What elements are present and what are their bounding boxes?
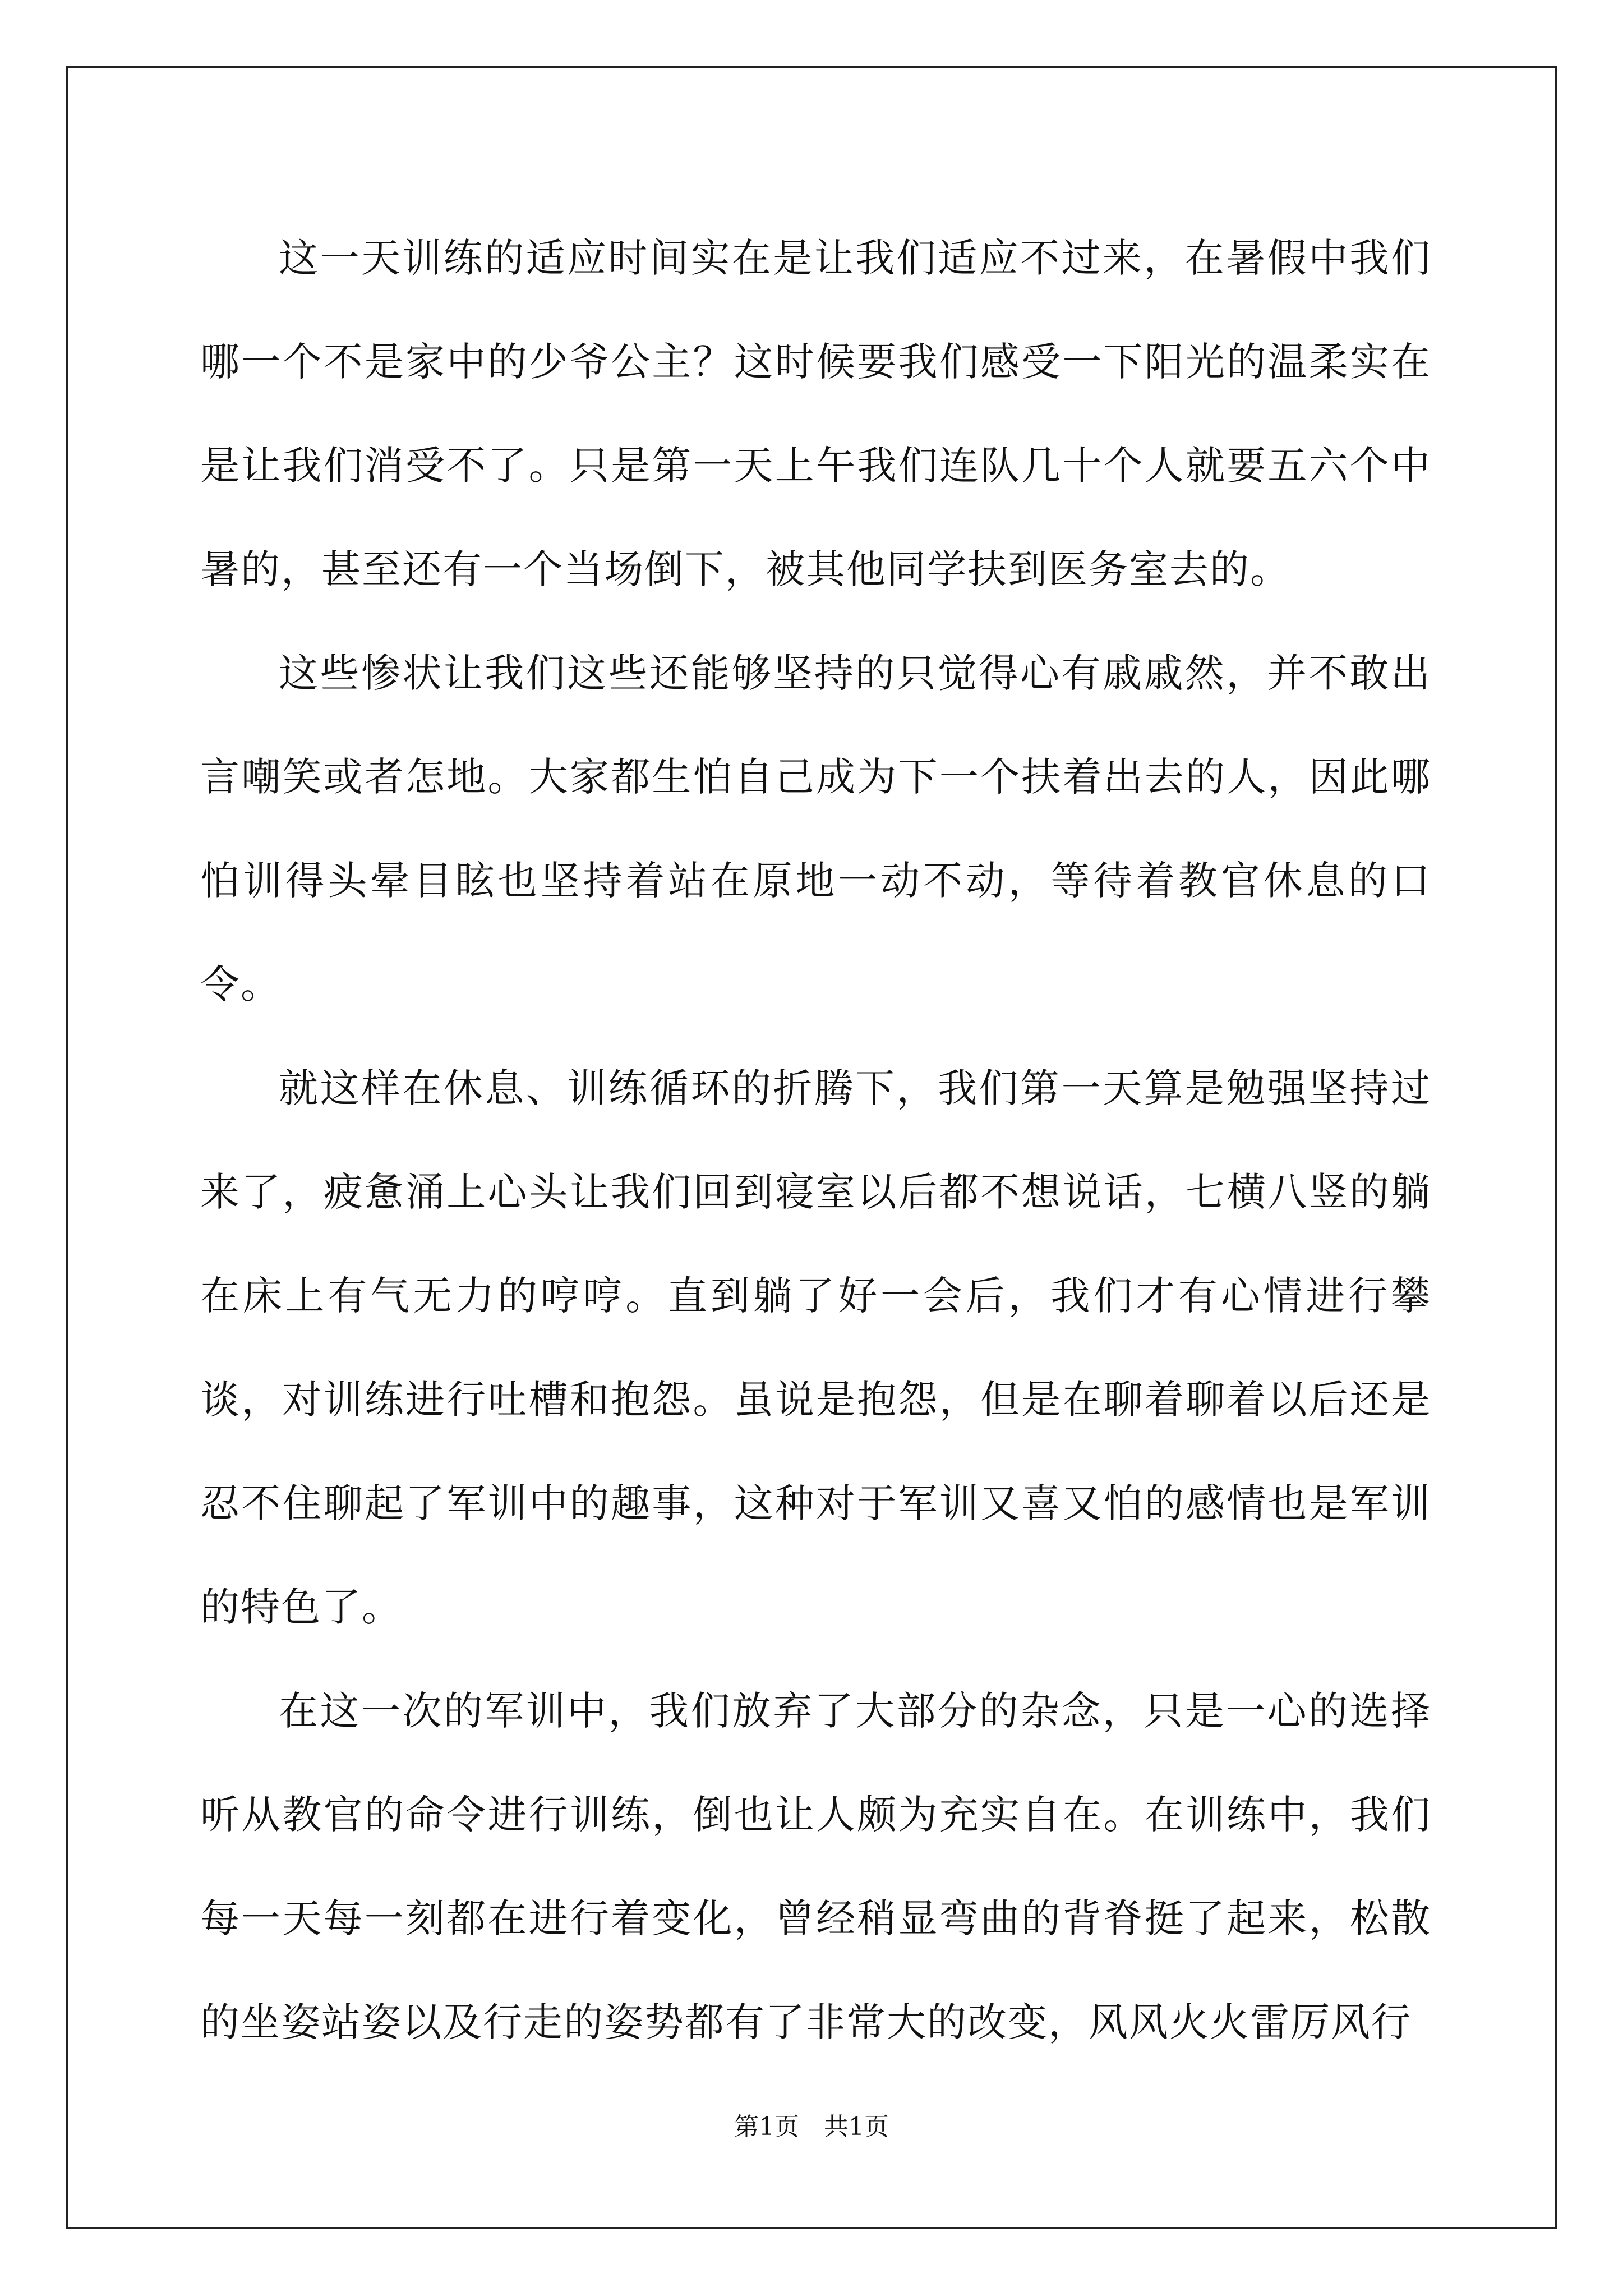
paragraph-1: 这一天训练的适应时间实在是让我们适应不过来，在暑假中我们哪一个不是家中的少爷公主？这时候要我们感受一下阳光的温柔实在是让我们消受不了。只是第一天上午我们连队几十个人就要五六个中暑的，甚至还有一个当场倒下，被其他同学扶到医务室去的。 xyxy=(200,235,1431,592)
page-total: 共1页 xyxy=(824,2113,889,2141)
paragraph-3: 就这样在休息、训练循环的折腾下，我们第一天算是勉强坚持过来了，疲惫涌上心头让我们回到寝室以后都不想说话，七横八竖的躺在床上有气无力的哼哼。直到躺了好一会后，我们才有心情进行攀谈，对训练进行吐槽和抱怨。虽说是抱怨，但是在聊着聊着以后还是忍不住聊起了军训中的趣事，这种对于军训又喜又怕的感情也是军训的特色了。 xyxy=(200,1065,1431,1630)
document-body xyxy=(200,206,1431,2074)
page-number: 第1页 xyxy=(734,2113,799,2141)
page-footer xyxy=(0,2106,1623,2142)
paragraph-4: 在这一次的军训中，我们放弃了大部分的杂念，只是一心的选择听从教官的命令进行训练，倒也让人颇为充实自在。在训练中，我们每一天每一刻都在进行着变化，曾经稍显弯曲的背脊挺了起来，松散的坐姿站姿以及行走的姿势都有了非常大的改变，风风火火雷厉风行 xyxy=(200,1688,1431,2045)
paragraph-2: 这些惨状让我们这些还能够坚持的只觉得心有戚戚然，并不敢出言嘲笑或者怎地。大家都生怕自己成为下一个扶着出去的人，因此哪怕训得头晕目眩也坚持着站在原地一动不动，等待着教官休息的口令。 xyxy=(200,650,1431,1007)
